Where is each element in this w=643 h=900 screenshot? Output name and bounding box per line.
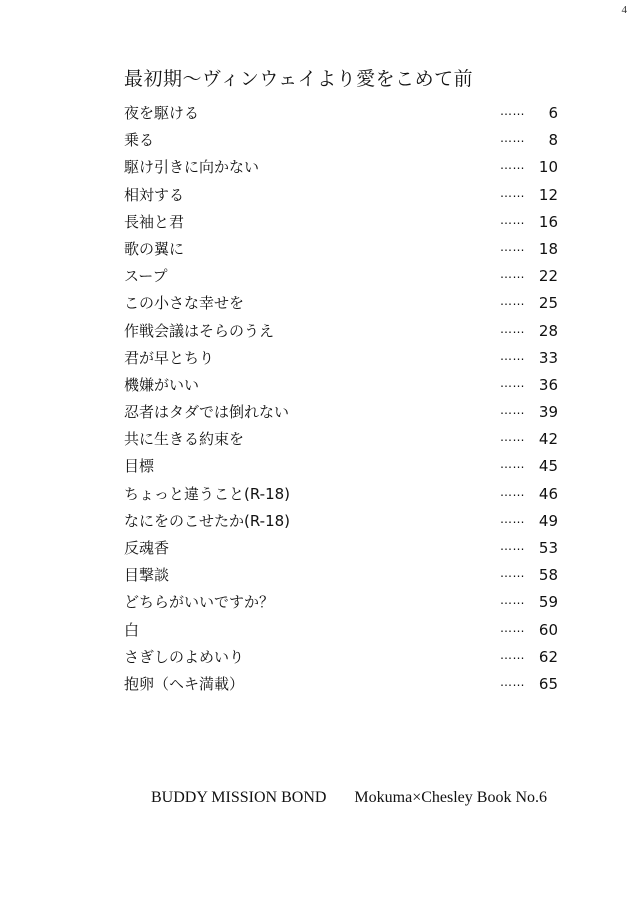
toc-entry-leader: …… [500,131,525,146]
toc-entry-title: スープ [124,267,168,286]
toc-entry [124,399,560,426]
toc-entry [124,290,560,317]
toc-entry-leader: …… [500,321,525,336]
toc-entry-title: 抱卵（ヘキ満載） [124,674,245,693]
toc-entry-leader: …… [500,294,525,309]
toc-entry [124,263,560,290]
toc-entry-title: なにをのこせたか(R-18) [124,511,291,530]
toc-entry [124,100,560,127]
toc-entry-page: 46 [538,484,558,503]
toc-entry-title: ちょっと違うこと(R-18) [124,484,291,503]
toc-entry-page: 60 [538,620,558,639]
toc-entry [124,562,560,589]
toc-entry-page: 65 [538,674,558,693]
colophon [151,789,547,807]
toc-entry-title: 白 [124,620,140,639]
toc-entry-leader: …… [500,239,525,254]
toc-entry-title: 歌の翼に [124,239,185,258]
toc-entry-title: この小さな幸せを [124,294,245,313]
toc-entry [124,209,560,236]
toc-entry-title: どちらがいいですか？ [124,593,275,612]
toc-entry-page: 22 [538,267,558,286]
toc-entry-title: 共に生きる約束を [124,430,245,449]
toc-entry-title: 目撃談 [124,566,170,585]
toc-entry-page: 18 [538,239,558,258]
toc-entry-leader: …… [500,267,525,282]
toc-entry [124,508,560,535]
toc-entry [124,535,560,562]
toc-entry-leader: …… [500,484,525,499]
toc-entry-page: 62 [538,647,558,666]
toc-entry-leader: …… [500,566,525,581]
toc-entry-page: 59 [538,593,558,612]
toc-entry-title: 作戦会議はそらのうえ [124,321,275,340]
toc-entry-title: 相対する [124,185,185,204]
book-title: Mokuma×Chesley Book No.6 [354,789,547,806]
toc-entry-page: 12 [538,185,558,204]
toc-entry [124,154,560,181]
toc-entry-leader: …… [500,674,525,689]
toc-entry [124,671,560,698]
toc-entry-leader: …… [500,212,525,227]
toc-entry [124,345,560,372]
toc-entry-page: 8 [548,131,558,150]
toc-entry-title: 駆け引きに向かない [124,158,260,177]
toc-entry-leader: …… [500,104,525,118]
toc-entry-page: 6 [548,104,558,122]
toc-entry-page: 58 [538,566,558,585]
toc-entry-leader: …… [500,647,525,662]
toc-entry [124,617,560,644]
toc-entry-title: さぎしのよめいり [124,647,245,666]
toc-entry-title: 夜を駆ける [124,104,200,122]
toc-entry-title: 君が早とちり [124,348,215,367]
toc-entry-page: 42 [538,430,558,449]
toc-entry-page: 36 [538,375,558,394]
toc-entry-page: 16 [538,212,558,231]
toc-entry-page: 45 [538,457,558,476]
toc-entry-leader: …… [500,539,525,553]
toc-entry-leader: …… [500,430,525,445]
toc-entry-title: 目標 [124,457,155,476]
toc-entry-title: 乗る [124,131,155,150]
toc-entry [124,426,560,453]
toc-entry-title: 長袖と君 [124,212,185,231]
toc-entry-leader: …… [500,158,525,173]
toc-entry [124,481,560,508]
toc-entry-leader: …… [500,348,525,363]
toc-entry [124,318,560,345]
page-number: 4 [621,4,627,16]
toc-entry [124,182,560,209]
toc-entry [124,644,560,671]
toc-entry-leader: …… [500,375,525,390]
toc-entry-page: 28 [538,321,558,340]
toc-entry-leader: …… [500,620,525,635]
toc-entry-page: 39 [538,403,558,422]
toc-entry-leader: …… [500,511,525,526]
toc-entry-page: 53 [538,539,558,557]
toc-entry-title: 反魂香 [124,539,170,557]
toc-entry-page: 10 [538,158,558,177]
toc-entry-leader: …… [500,185,525,200]
toc-entry-page: 33 [538,348,558,367]
toc-entry [124,372,560,399]
toc-entry-leader: …… [500,457,525,472]
toc-entry-title: 機嫌がいい [124,375,200,394]
toc-entry [124,236,560,263]
toc-entry-page: 25 [538,294,558,313]
table-of-contents [124,100,560,698]
toc-entry [124,589,560,616]
toc-entry-page: 49 [538,511,558,530]
toc-entry [124,127,560,154]
toc-entry-leader: …… [500,593,525,608]
section-title: 最初期～ヴィンウェイより愛をこめて前 [124,68,474,90]
toc-entry-leader: …… [500,403,525,418]
toc-entry-title: 忍者はタダでは倒れない [124,403,290,422]
series-name: BUDDY MISSION BOND [151,789,327,806]
toc-entry [124,453,560,480]
